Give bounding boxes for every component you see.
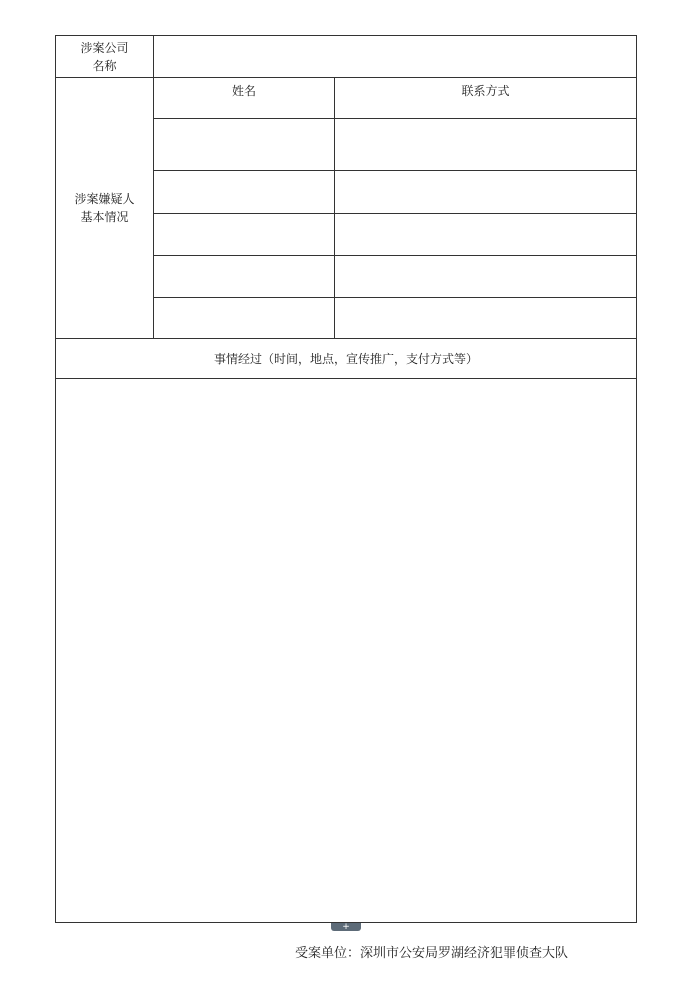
company-name-field[interactable]: [153, 35, 637, 78]
complaint-form: [55, 35, 637, 923]
suspect-contact-field[interactable]: [334, 170, 637, 214]
suspect-contact-field[interactable]: [334, 297, 637, 339]
company-label-cell: [55, 35, 154, 78]
suspect-label-line2: 基本情况: [80, 210, 129, 224]
add-row-button[interactable]: [331, 923, 361, 931]
receiving-unit-footer: 受案单位：深圳市公安局罗湖经济犯罪侦查大队: [295, 946, 569, 961]
suspect-contact-header-text: 联系方式: [461, 84, 510, 98]
suspect-name-field[interactable]: [153, 213, 335, 256]
suspect-name-header-text: 姓名: [231, 84, 256, 98]
details-content-field[interactable]: [55, 378, 637, 923]
suspect-name-field[interactable]: [153, 170, 335, 214]
suspect-contact-field[interactable]: [334, 213, 637, 256]
suspect-contact-field[interactable]: [334, 118, 637, 171]
plus-icon: +: [342, 922, 350, 932]
suspect-label-line1: 涉案嫌疑人: [74, 192, 135, 206]
suspect-label-cell: [55, 77, 154, 339]
details-header: [55, 338, 637, 379]
suspect-contact-field[interactable]: [334, 255, 637, 298]
suspect-name-header: [153, 77, 335, 119]
company-label-line2: 名称: [92, 58, 117, 73]
suspect-name-field[interactable]: [153, 297, 335, 339]
details-header-text: 事情经过（时间，地点，宣传推广，支付方式等）: [213, 351, 478, 366]
suspect-name-field[interactable]: [153, 118, 335, 171]
suspect-name-field[interactable]: [153, 255, 335, 298]
suspect-contact-header: [334, 77, 637, 119]
company-label-line1: 涉案公司: [80, 40, 129, 55]
